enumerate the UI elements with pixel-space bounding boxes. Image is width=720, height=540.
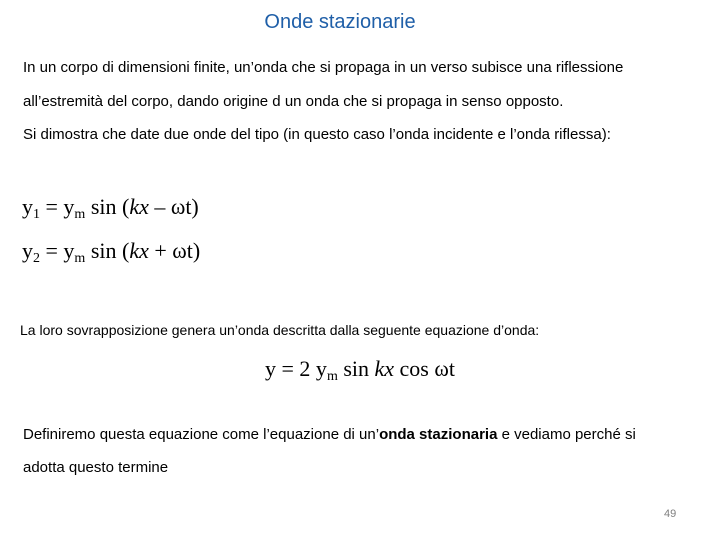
closing-line-2: adotta questo termine xyxy=(23,459,169,476)
eq1-equals-ym: = y xyxy=(40,194,75,219)
eq1-sin: sin ( xyxy=(85,194,130,219)
eq2-ym-subscript: m xyxy=(74,251,86,266)
eq3-sin: sin xyxy=(337,356,375,381)
eq3-lhs: y = 2 y xyxy=(265,356,327,381)
page-number: 49 xyxy=(664,508,677,520)
eq3-ym-subscript: m xyxy=(326,369,338,384)
eq2-sin: sin ( xyxy=(85,238,130,263)
closing-line-1-post: e vediamo perché si xyxy=(497,426,636,443)
slide-title: Onde stazionarie xyxy=(264,11,416,33)
closing-line-1 xyxy=(23,426,636,444)
standing-wave-term: onda stazionaria xyxy=(379,426,498,443)
intro-line-2: all’estremità del corpo, dando origine d un onda che si propaga in senso opposto. xyxy=(23,93,564,110)
equation-reflected-wave xyxy=(22,238,200,264)
eq2-rest: + ωt) xyxy=(148,238,201,263)
eq1-rest: – ωt) xyxy=(148,194,199,219)
intro-line-1: In un corpo di dimensioni finite, un’onda che si propaga in un verso subisce una riflessione xyxy=(23,59,624,76)
eq2-kx: kx xyxy=(129,238,149,263)
equation-standing-wave xyxy=(0,356,720,382)
eq1-ym-subscript: m xyxy=(74,207,86,222)
eq1-y: y xyxy=(22,194,33,219)
closing-line-1-pre: Definiremo questa equazione come l’equazione di un’ xyxy=(23,426,380,443)
eq3-rest: cos ωt xyxy=(394,356,455,381)
equation-incident-wave xyxy=(22,194,199,220)
eq2-y-subscript: 2 xyxy=(33,251,40,266)
superposition-text: La loro sovrapposizione genera un’onda descritta dalla seguente equazione d’onda: xyxy=(20,322,540,338)
intro-line-3: Si dimostra che date due onde del tipo (in questo caso l’onda incidente e l’onda riflessa): xyxy=(23,126,611,143)
eq3-kx: kx xyxy=(374,356,395,381)
eq1-kx: kx xyxy=(129,194,149,219)
eq2-y: y xyxy=(22,238,33,263)
eq1-y-subscript: 1 xyxy=(33,207,40,222)
eq2-equals-ym: = y xyxy=(40,238,75,263)
